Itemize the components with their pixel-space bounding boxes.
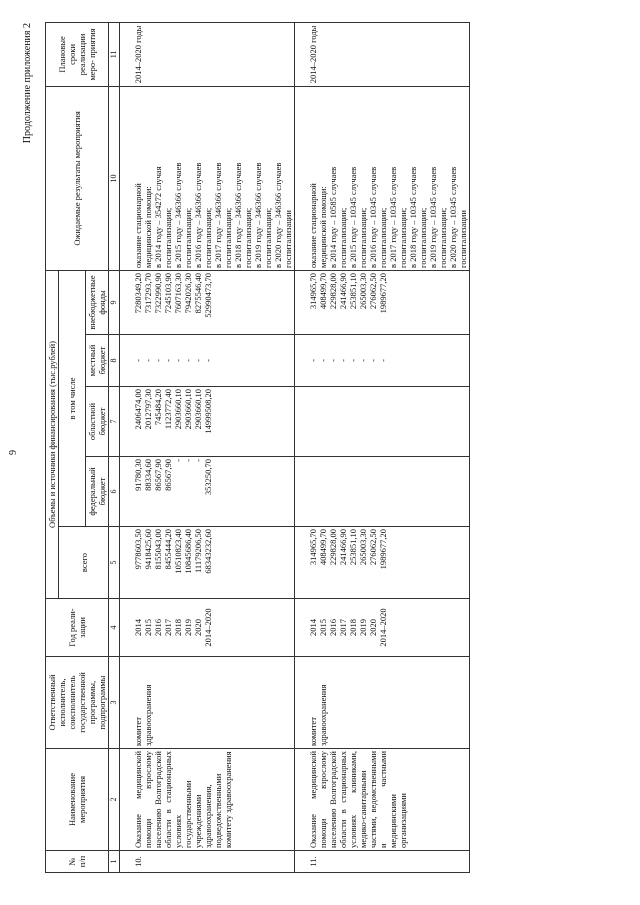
offbudget-list-item: 408499,70 xyxy=(317,272,328,310)
year-list-item: 2019 xyxy=(182,619,193,636)
table-row xyxy=(307,22,470,872)
offbudget-list xyxy=(307,270,470,334)
results-list-item: госпитализации xyxy=(282,210,293,268)
year-list-item: 2016 xyxy=(152,619,163,636)
results-list-item: в 2017 году – 346366 случаев xyxy=(212,162,223,268)
local-list-item: - xyxy=(347,359,358,362)
total-list-item: 8155043,00 xyxy=(152,529,163,570)
year-list-item: 2014 xyxy=(132,619,143,636)
total-list-item: 10845686,40 xyxy=(182,529,193,574)
results-list-item: госпитализации; xyxy=(222,207,233,268)
offbudget-list-item: 8275546,40 xyxy=(192,272,203,314)
local-list-item: - xyxy=(182,359,193,362)
results-list-item: госпитализации; xyxy=(377,207,388,268)
offbudget-list-item: 314965,70 xyxy=(307,272,318,310)
total-list-item: 10510823,40 xyxy=(172,529,183,574)
local-list-item: - xyxy=(172,359,183,362)
col-number: 3 xyxy=(109,657,119,749)
col-number: 10 xyxy=(109,86,119,270)
results-list-item: госпитализации; xyxy=(437,207,448,268)
col-number: 4 xyxy=(109,599,119,657)
header-regional: областной бюджет xyxy=(86,387,109,457)
header-offbudget: внебюджетные фонды xyxy=(86,270,109,334)
results-list-item: в 2017 году – 10345 случаев xyxy=(387,166,398,268)
table-row xyxy=(132,22,295,872)
header-total: всего xyxy=(59,527,109,599)
continuation-title: Продолжение приложения 2 xyxy=(22,23,33,144)
local-list-item: - xyxy=(162,359,173,362)
col-number: 1 xyxy=(109,851,119,873)
year-list-item: 2020 xyxy=(367,619,378,636)
total-list-item: 276062,50 xyxy=(367,529,378,566)
local-list-item: - xyxy=(317,359,328,362)
total-list-item: 265003,30 xyxy=(357,529,368,566)
total-list-item: 408499,70 xyxy=(317,529,328,566)
spacer-cell xyxy=(294,22,307,86)
header-local: местный бюджет xyxy=(86,335,109,387)
spacer-cell xyxy=(294,86,307,270)
regional-list xyxy=(132,387,295,457)
total-list xyxy=(307,527,470,599)
header-year: Год реали- зации xyxy=(46,599,109,657)
results-list-item: госпитализации; xyxy=(202,207,213,268)
col-number: 11 xyxy=(109,22,119,86)
results-list-item: оказание стационарной xyxy=(307,183,318,268)
regional-list-item: 745484,20 xyxy=(152,389,163,426)
offbudget-list-item: 253851,10 xyxy=(347,272,358,310)
federal-list-item: 86567,90 xyxy=(152,459,163,491)
measure-name: Оказание медицинской помощи взрослому населению Волгоградской области в стационарных условиях государственными учреждениями здравоохранения, подведомственными комитету здравоохранения xyxy=(132,749,295,851)
executor: комитет здравоохранения xyxy=(132,657,295,749)
offbudget-list-item: 7245103,90 xyxy=(162,272,173,314)
offbudget-list-item: 276062,50 xyxy=(367,272,378,310)
local-list-item: - xyxy=(132,359,143,362)
year-list-item: 2014–2020 xyxy=(377,608,388,647)
spacer-cell xyxy=(119,86,132,270)
results-list xyxy=(307,86,470,270)
spacer-cell xyxy=(119,657,132,749)
regional-list-item: 14999508,20 xyxy=(202,389,213,434)
regional-list-item: 2903660,10 xyxy=(172,389,183,430)
results-list-item: в 2020 году – 346366 случаев xyxy=(272,162,283,268)
offbudget-list-item: 241466,90 xyxy=(337,272,348,310)
local-list-item: - xyxy=(377,359,388,362)
year-list-item: 2015 xyxy=(142,619,153,636)
year-list-item: 2014 xyxy=(307,619,318,636)
header-num: № п/п xyxy=(46,851,109,873)
col-number: 9 xyxy=(109,270,119,334)
offbudget-list-item: 7317293,70 xyxy=(142,272,153,314)
spacer-cell xyxy=(294,599,307,657)
results-list-item: в 2018 году – 346366 случаев xyxy=(232,162,243,268)
spacer-cell xyxy=(119,527,132,599)
local-list-item: - xyxy=(367,359,378,362)
spacer-cell xyxy=(294,527,307,599)
header-funding: Объемы и источники финансирования (тыс.рублей) xyxy=(46,270,59,598)
results-list-item: в 2019 году – 10345 случаев xyxy=(427,166,438,268)
local-list xyxy=(307,335,470,387)
spacer-cell xyxy=(119,22,132,86)
total-list-item: 314965,70 xyxy=(307,529,318,566)
header-federal: федеральный бюджет xyxy=(86,457,109,527)
header-results: Ожидаемые результаты мероприятия xyxy=(46,86,109,270)
spacer-cell xyxy=(119,387,132,457)
offbudget-list-item: 265003,30 xyxy=(357,272,368,310)
results-list-item: в 2016 году – 346366 случаев xyxy=(192,162,203,268)
year-list xyxy=(132,599,295,657)
results-list-item: госпитализации; xyxy=(397,207,408,268)
local-list-item: - xyxy=(142,359,153,362)
year-list-item: 2015 xyxy=(317,619,328,636)
total-list-item: 11179206,50 xyxy=(192,529,203,573)
spacer-cell xyxy=(294,457,307,527)
col-number: 2 xyxy=(109,749,119,851)
total-list-item: 229828,00 xyxy=(327,529,338,566)
row-spacer xyxy=(119,22,132,872)
year-list-item: 2020 xyxy=(192,619,203,636)
year-list-item: 2016 xyxy=(327,619,338,636)
spacer-cell xyxy=(119,599,132,657)
page-number: 9 xyxy=(8,450,19,455)
offbudget-list-item: 1989677,20 xyxy=(377,272,388,314)
spacer-cell xyxy=(294,387,307,457)
spacer-cell xyxy=(119,457,132,527)
results-list-item: медицинской помощи: xyxy=(317,186,328,268)
total-list-item: 9418425,60 xyxy=(142,529,153,570)
regional-list-item: 2903660,10 xyxy=(192,389,203,430)
federal-list-item: - xyxy=(192,459,203,462)
results-list xyxy=(132,86,295,270)
year-list-item: 2017 xyxy=(162,619,173,636)
spacer-cell xyxy=(294,749,307,851)
results-list-item: госпитализации; xyxy=(337,207,348,268)
results-list-item: в 2016 году – 10345 случаев xyxy=(367,166,378,268)
offbudget-list xyxy=(132,270,295,334)
measure-name: Оказание медицинской помощи взрослому населению Волгоградской области в стационарных условиях клиниками, медико-санитарными частями, ведомственными и частными медицинскими организациями xyxy=(307,749,470,851)
results-list-item: госпитализации; xyxy=(262,207,273,268)
federal-list xyxy=(132,457,295,527)
spacer-cell xyxy=(119,749,132,851)
results-list-item: госпитализации; xyxy=(182,207,193,268)
offbudget-list-item: 7322990,90 xyxy=(152,272,163,314)
total-list-item: 241466,90 xyxy=(337,529,348,566)
results-list-item: оказание стационарной xyxy=(132,183,143,268)
federal-list-item: 353250,70 xyxy=(202,459,213,496)
federal-list-item: - xyxy=(182,459,193,462)
local-list-item: - xyxy=(152,359,163,362)
federal-list xyxy=(307,457,470,527)
offbudget-list-item: 7942026,30 xyxy=(182,272,193,314)
local-list-item: - xyxy=(327,359,338,362)
regional-list-item: 2012797,30 xyxy=(142,389,153,430)
local-list-item: - xyxy=(357,359,368,362)
total-list xyxy=(132,527,295,599)
results-list-item: госпитализации xyxy=(458,210,469,268)
offbudget-list-item: 7607163,30 xyxy=(172,272,183,314)
spacer-cell xyxy=(294,335,307,387)
program-table xyxy=(45,22,470,873)
results-list-item: госпитализации; xyxy=(162,207,173,268)
year-list-item: 2014–2020 xyxy=(202,608,213,647)
spacer-cell xyxy=(119,335,132,387)
local-list-item: - xyxy=(307,359,318,362)
regional-list-item: 2903660,10 xyxy=(182,389,193,430)
results-list-item: медицинской помощи: xyxy=(142,186,153,268)
results-list-item: госпитализации; xyxy=(242,207,253,268)
spacer-cell xyxy=(294,657,307,749)
total-list-item: 1989677,20 xyxy=(377,529,388,570)
results-list-item: в 2020 году – 10345 случаев xyxy=(448,166,458,268)
total-list-item: 8455444,20 xyxy=(162,529,173,570)
offbudget-list-item: 7280349,20 xyxy=(132,272,143,314)
results-list-item: в 2015 году – 10345 случаев xyxy=(347,166,358,268)
col-number: 6 xyxy=(109,457,119,527)
year-list-item: 2019 xyxy=(357,619,368,636)
row-spacer xyxy=(294,22,307,872)
year-list-item: 2017 xyxy=(337,619,348,636)
header-executor: Ответственный исполнитель, соисполнитель государственной программы, подпрограммы xyxy=(46,657,109,749)
header-incl: в том числе xyxy=(59,270,86,526)
regional-list-item: 1123772,40 xyxy=(162,389,173,430)
header-terms: Плановые сроки реализации меро- приятия xyxy=(46,22,109,86)
header-name: Наименование мероприятия xyxy=(46,749,109,851)
local-list-item: - xyxy=(192,359,203,362)
results-list-item: в 2018 году – 10345 случаев xyxy=(407,166,418,268)
federal-list-item: 86567,90 xyxy=(162,459,173,491)
executor: комитет здравоохранения xyxy=(307,657,470,749)
total-list-item: 68343232,60 xyxy=(202,529,213,574)
local-list-item: - xyxy=(202,359,213,362)
terms: 2014–2020 годы xyxy=(307,22,470,86)
spacer-cell xyxy=(294,851,307,873)
spacer-cell xyxy=(294,270,307,334)
total-list-item: 9778603,50 xyxy=(132,529,143,570)
local-list-item: - xyxy=(337,359,348,362)
offbudget-list-item: 229828,00 xyxy=(327,272,338,310)
results-list-item: госпитализации; xyxy=(357,207,368,268)
results-list-item: в 2014 году – 354272 случая xyxy=(152,166,163,268)
results-list-item: в 2019 году – 346366 случаев xyxy=(252,162,263,268)
results-list-item: в 2015 году – 346366 случаев xyxy=(172,162,183,268)
federal-list-item: 88334,60 xyxy=(142,459,153,491)
row-number: 11. xyxy=(307,851,470,873)
spacer-cell xyxy=(119,851,132,873)
col-number: 7 xyxy=(109,387,119,457)
col-number: 5 xyxy=(109,527,119,599)
spacer-cell xyxy=(119,270,132,334)
terms: 2014–2020 годы xyxy=(132,22,295,86)
local-list xyxy=(132,335,295,387)
results-list-item: в 2014 году – 10585 случаев xyxy=(327,166,338,268)
year-list-item: 2018 xyxy=(347,619,358,636)
total-list-item: 253851,10 xyxy=(347,529,358,566)
federal-list-item: - xyxy=(172,459,183,462)
results-list-item: госпитализации; xyxy=(417,207,428,268)
col-number: 8 xyxy=(109,335,119,387)
offbudget-list-item: 52990473,70 xyxy=(202,272,213,318)
year-list xyxy=(307,599,470,657)
regional-list-item: 2406474,00 xyxy=(132,389,143,430)
row-number: 10. xyxy=(132,851,295,873)
federal-list-item: 91780,30 xyxy=(132,459,143,491)
year-list-item: 2018 xyxy=(172,619,183,636)
regional-list xyxy=(307,387,470,457)
